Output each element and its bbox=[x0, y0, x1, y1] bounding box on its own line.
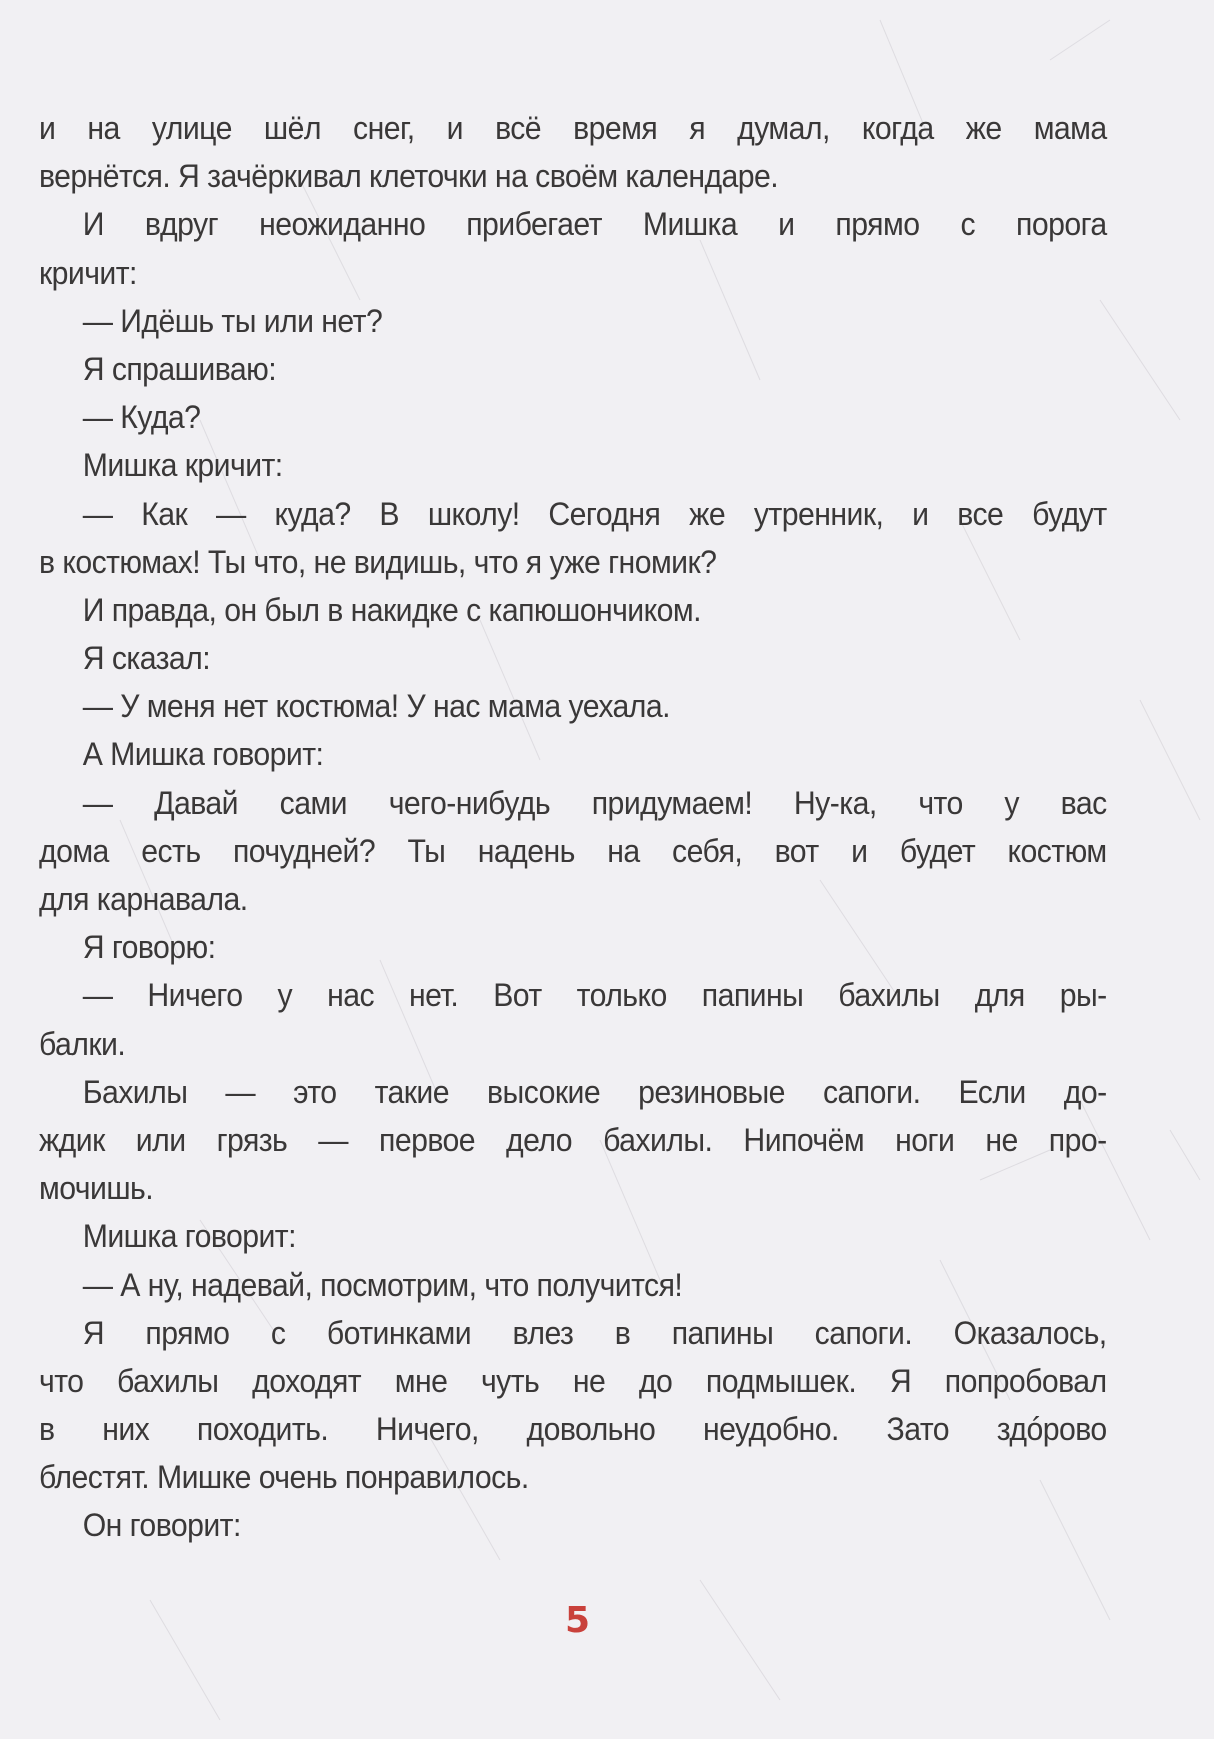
text-line: что бахилы доходят мне чуть не до подмышек. Я попробовал bbox=[39, 1362, 1107, 1399]
text-line: — Как — куда? В школу! Сегодня же утренник, и все будут bbox=[82, 495, 1107, 532]
text-line: — Куда? bbox=[82, 399, 201, 436]
text-line: — А ну, надевай, посмотрим, что получится! bbox=[82, 1266, 683, 1303]
text-line: — Ничего у нас нет. Вот только папины бахилы для ры- bbox=[82, 977, 1107, 1014]
text-line: блестят. Мишке очень понравилось. bbox=[39, 1459, 529, 1496]
page-body-text bbox=[39, 104, 1107, 1550]
text-line: ждик или грязь — первое дело бахилы. Нипочём ноги не про- bbox=[39, 1121, 1107, 1158]
text-line: А Мишка говорит: bbox=[82, 736, 324, 773]
text-line: и на улице шёл снег, и всё время я думал, когда же мама bbox=[39, 110, 1107, 146]
text-line: Он говорит: bbox=[82, 1507, 241, 1544]
text-line: Я сказал: bbox=[82, 640, 211, 677]
text-line: в костюмах! Ты что, не видишь, что я уже гномик? bbox=[39, 543, 717, 580]
text-line: И правда, он был в накидке с капюшончиком. bbox=[82, 591, 701, 628]
text-line: Я прямо с ботинками влез в папины сапоги. Оказалось, bbox=[82, 1314, 1107, 1351]
text-line: Я спрашиваю: bbox=[82, 350, 277, 387]
text-line: в них походить. Ничего, довольно неудобно. Зато здóрово bbox=[39, 1411, 1107, 1448]
text-line: Мишка говорит: bbox=[82, 1218, 296, 1255]
text-line: И вдруг неожиданно прибегает Мишка и прямо с порога bbox=[82, 206, 1107, 243]
text-line: Я говорю: bbox=[82, 929, 216, 966]
text-line: дома есть почудней? Ты надень на себя, вот и будет костюм bbox=[39, 832, 1107, 869]
text-line: — У меня нет костюма! У нас мама уехала. bbox=[82, 688, 670, 725]
text-line: Бахилы — это такие высокие резиновые сапоги. Если до- bbox=[82, 1073, 1107, 1110]
text-line: для карнавала. bbox=[39, 881, 248, 917]
text-line: — Идёшь ты или нет? bbox=[82, 302, 383, 339]
text-line: — Давай сами чего-нибудь придумаем! Ну-ка, что у вас bbox=[82, 784, 1107, 821]
text-line: мочишь. bbox=[39, 1170, 154, 1207]
text-line: балки. bbox=[39, 1025, 126, 1062]
text-line: кричит: bbox=[39, 254, 137, 291]
text-line: вернётся. Я зачёркивал клеточки на своём календаре. bbox=[39, 158, 779, 195]
page-number: 5 bbox=[565, 1600, 591, 1641]
text-line: Мишка кричит: bbox=[82, 447, 283, 484]
